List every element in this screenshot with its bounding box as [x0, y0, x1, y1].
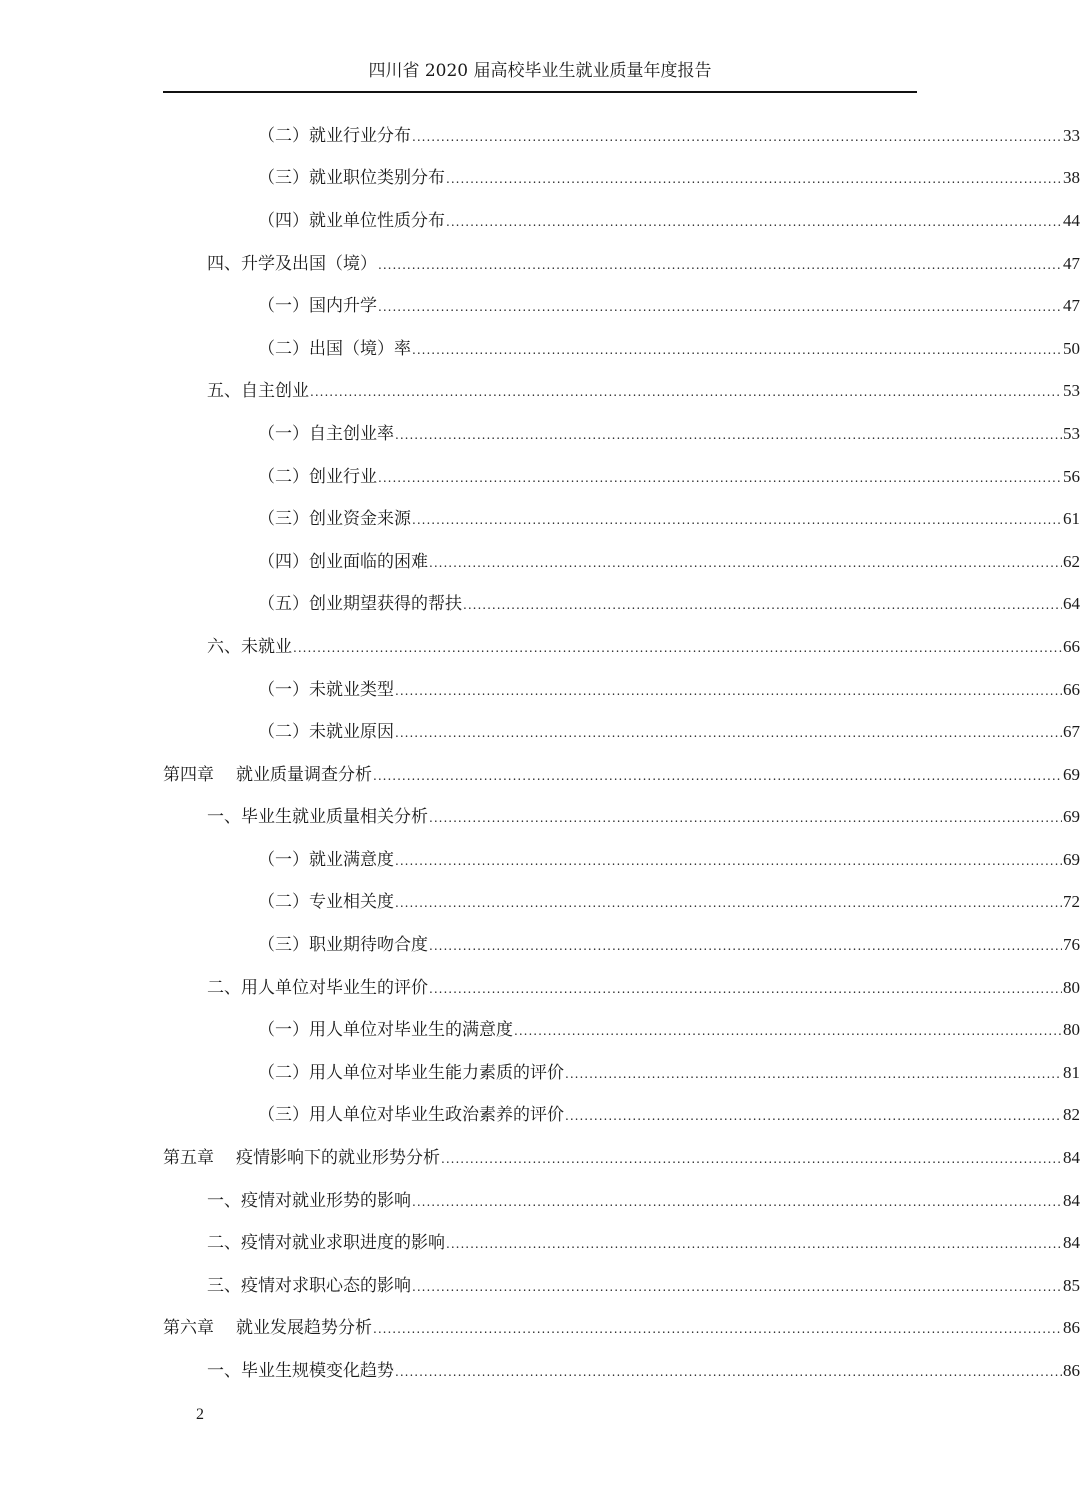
toc-entry-page: 44: [1063, 210, 1080, 230]
toc-entry-title: [207, 632, 292, 657]
toc-dot-leader: [378, 258, 1062, 272]
toc-dot-leader: [395, 726, 1062, 740]
toc-entry[interactable]: [0, 794, 1080, 837]
toc-entry-title: [258, 547, 428, 572]
toc-entry-label: （一）: [258, 296, 309, 317]
toc-entry-label: （四）: [258, 210, 309, 231]
toc-entry-title: [258, 163, 445, 188]
toc-entry-text: 毕业生就业质量相关分析: [241, 807, 428, 828]
toc-entry[interactable]: [0, 1219, 1080, 1262]
toc-entry-page: 81: [1063, 1062, 1080, 1082]
toc-entry-label: （二）: [258, 892, 309, 913]
toc-entry-page: 53: [1063, 423, 1080, 443]
toc-entry[interactable]: [0, 708, 1080, 751]
toc-dot-leader: [412, 130, 1062, 144]
toc-entry-label: （二）: [258, 466, 309, 487]
toc-entry[interactable]: [0, 1305, 1080, 1348]
toc-entry-label: （三）: [258, 168, 309, 189]
toc-entry-page: 56: [1063, 466, 1080, 486]
toc-entry-label: （二）: [258, 722, 309, 743]
toc-entry-title: [163, 1143, 440, 1168]
toc-entry[interactable]: [0, 453, 1080, 496]
toc-entry-page: 38: [1063, 168, 1080, 188]
toc-entry[interactable]: [0, 1262, 1080, 1305]
toc-entry-title: [258, 1015, 513, 1040]
toc-entry-page: 86: [1063, 1361, 1080, 1381]
toc-dot-leader: [441, 1152, 1062, 1166]
toc-dot-leader: [412, 343, 1062, 357]
toc-entry-page: 82: [1063, 1105, 1080, 1125]
toc-entry-page: 62: [1063, 551, 1080, 571]
toc-entry-title: [258, 930, 428, 955]
toc-entry[interactable]: [0, 879, 1080, 922]
toc-entry-text: 未就业原因: [309, 722, 394, 743]
toc-entry-text: 创业面临的困难: [309, 551, 428, 572]
header-rule: [163, 91, 917, 93]
toc-entry-title: [207, 1356, 394, 1381]
toc-entry-text: 自主创业: [241, 381, 309, 402]
toc-entry[interactable]: [0, 623, 1080, 666]
toc-entry-title: [258, 419, 394, 444]
toc-entry-title: [258, 887, 394, 912]
toc-entry[interactable]: [0, 112, 1080, 155]
toc-entry[interactable]: [0, 1092, 1080, 1135]
toc-entry-label: 六、: [207, 636, 241, 657]
toc-entry-title: [258, 334, 411, 359]
toc-entry-page: 84: [1063, 1190, 1080, 1210]
toc-entry-page: 72: [1063, 892, 1080, 912]
toc-entry-text: 疫情对求职心态的影响: [241, 1275, 411, 1296]
toc-entry[interactable]: [0, 538, 1080, 581]
toc-entry-text: 用人单位对毕业生能力素质的评价: [309, 1062, 564, 1083]
toc-dot-leader: [378, 471, 1062, 485]
toc-entry[interactable]: [0, 368, 1080, 411]
toc-entry[interactable]: [0, 1049, 1080, 1092]
toc-entry-text: 就业满意度: [309, 849, 394, 870]
toc-entry-label: 第四章: [163, 764, 214, 785]
toc-entry-text: 就业行业分布: [309, 125, 411, 146]
toc-entry-label: 第六章: [163, 1318, 214, 1339]
running-header: 四川省 2020 届高校毕业生就业质量年度报告: [368, 61, 712, 81]
toc-entry-text: 就业质量调查分析: [236, 764, 372, 785]
toc-entry-text: 用人单位对毕业生的评价: [241, 977, 428, 998]
toc-dot-leader: [429, 939, 1062, 953]
toc-dot-leader: [412, 1280, 1062, 1294]
toc-entry-page: 86: [1063, 1318, 1080, 1338]
toc-entry[interactable]: [0, 325, 1080, 368]
toc-entry[interactable]: [0, 410, 1080, 453]
toc-dot-leader: [514, 1024, 1062, 1038]
toc-entry-page: 64: [1063, 594, 1080, 614]
toc-entry[interactable]: [0, 495, 1080, 538]
toc-entry-page: 33: [1063, 125, 1080, 145]
toc-entry-text: 未就业: [241, 636, 292, 657]
toc-dot-leader: [565, 1109, 1062, 1123]
toc-entry-text: 国内升学: [309, 296, 377, 317]
toc-entry-label: 第五章: [163, 1148, 214, 1169]
toc-entry-page: 53: [1063, 381, 1080, 401]
toc-dot-leader: [395, 896, 1062, 910]
toc-entry[interactable]: [0, 1134, 1080, 1177]
toc-entry-title: [163, 1313, 372, 1338]
toc-dot-leader: [429, 982, 1062, 996]
toc-entry-text: 疫情对就业求职进度的影响: [241, 1233, 445, 1254]
toc-entry-text: 就业单位性质分布: [309, 210, 445, 231]
page-number: 2: [196, 1406, 204, 1423]
toc-dot-leader: [293, 641, 1062, 655]
toc-entry-label: 二、: [207, 1233, 241, 1254]
toc-entry-text: 创业资金来源: [309, 509, 411, 530]
toc-entry-page: 69: [1063, 807, 1080, 827]
toc-entry-title: [207, 973, 428, 998]
toc-entry[interactable]: [0, 964, 1080, 1007]
toc-entry-title: [258, 504, 411, 529]
toc-entry[interactable]: [0, 197, 1080, 240]
toc-entry-label: （三）: [258, 509, 309, 530]
toc-entry-page: 69: [1063, 849, 1080, 869]
toc-dot-leader: [446, 1237, 1062, 1251]
toc-entry-label: （三）: [258, 935, 309, 956]
toc-entry[interactable]: [0, 240, 1080, 283]
toc-entry-text: 疫情对就业形势的影响: [241, 1190, 411, 1211]
toc-entry-label: （五）: [258, 594, 309, 615]
toc-entry-label: （二）: [258, 125, 309, 146]
toc-entry-page: 76: [1063, 935, 1080, 955]
toc-entry-text: 创业期望获得的帮扶: [309, 594, 462, 615]
toc-entry-text: 毕业生规模变化趋势: [241, 1361, 394, 1382]
toc-entry-text: 未就业类型: [309, 679, 394, 700]
toc-entry-title: [258, 845, 394, 870]
toc-dot-leader: [446, 172, 1062, 186]
toc-entry-label: 一、: [207, 807, 241, 828]
toc-entry-title: [258, 291, 377, 316]
toc-entry-title: [258, 589, 462, 614]
toc-entry-page: 47: [1063, 296, 1080, 316]
toc-entry-label: （三）: [258, 1105, 309, 1126]
toc-entry[interactable]: [0, 581, 1080, 624]
toc-entry-page: 50: [1063, 338, 1080, 358]
toc-entry-page: 69: [1063, 764, 1080, 784]
toc-dot-leader: [310, 385, 1062, 399]
toc-entry-title: [163, 760, 372, 785]
toc-entry-page: 61: [1063, 509, 1080, 529]
toc-entry-text: 创业行业: [309, 466, 377, 487]
toc-entry-label: （一）: [258, 1020, 309, 1041]
toc-entry-title: [258, 1100, 564, 1125]
toc-entry-page: 84: [1063, 1233, 1080, 1253]
toc-entry-title: [207, 376, 309, 401]
toc-dot-leader: [446, 215, 1062, 229]
toc-dot-leader: [429, 556, 1062, 570]
toc-entry-title: [258, 675, 394, 700]
toc-entry[interactable]: [0, 836, 1080, 879]
toc-entry-label: （一）: [258, 423, 309, 444]
toc-entry-text: 升学及出国（境）: [241, 253, 377, 274]
toc-entry-title: [207, 1186, 411, 1211]
toc-entry-title: [207, 1228, 445, 1253]
toc-entry-label: 一、: [207, 1361, 241, 1382]
toc-dot-leader: [395, 428, 1062, 442]
toc-dot-leader: [378, 300, 1062, 314]
toc-dot-leader: [373, 1322, 1062, 1336]
toc-dot-leader: [373, 769, 1062, 783]
toc-entry-page: 84: [1063, 1148, 1080, 1168]
toc-entry-text: 专业相关度: [309, 892, 394, 913]
toc-entry-label: （一）: [258, 849, 309, 870]
toc-entry-text: 用人单位对毕业生政治素养的评价: [309, 1105, 564, 1126]
toc-entry-text: 就业发展趋势分析: [236, 1318, 372, 1339]
toc-entry-label: 三、: [207, 1275, 241, 1296]
toc-entry-text: 疫情影响下的就业形势分析: [236, 1148, 440, 1169]
toc-dot-leader: [565, 1067, 1062, 1081]
toc-entry-label: （四）: [258, 551, 309, 572]
toc-dot-leader: [463, 598, 1062, 612]
toc-entry[interactable]: [0, 155, 1080, 198]
toc-dot-leader: [395, 684, 1062, 698]
toc-entry[interactable]: [0, 751, 1080, 794]
toc-dot-leader: [429, 811, 1062, 825]
toc-entry-label: 二、: [207, 977, 241, 998]
toc-entry-label: （一）: [258, 679, 309, 700]
toc-entry-label: 四、: [207, 253, 241, 274]
toc-entry-page: 47: [1063, 253, 1080, 273]
toc-dot-leader: [412, 1195, 1062, 1209]
toc-entry-page: 80: [1063, 977, 1080, 997]
toc-entry-text: 自主创业率: [309, 423, 394, 444]
toc-entry-title: [258, 1058, 564, 1083]
toc-entry-page: 85: [1063, 1275, 1080, 1295]
toc-entry-page: 67: [1063, 722, 1080, 742]
toc-entry-label: （二）: [258, 338, 309, 359]
toc-entry-page: 66: [1063, 679, 1080, 699]
toc-entry[interactable]: [0, 1347, 1080, 1390]
toc-entry-title: [258, 462, 377, 487]
toc-entry[interactable]: [0, 921, 1080, 964]
toc-entry-page: 80: [1063, 1020, 1080, 1040]
toc-entry[interactable]: [0, 666, 1080, 709]
toc-entry[interactable]: [0, 282, 1080, 325]
toc-entry[interactable]: [0, 1006, 1080, 1049]
toc-dot-leader: [395, 854, 1062, 868]
toc-entry-label: 五、: [207, 381, 241, 402]
toc-entry-text: 用人单位对毕业生的满意度: [309, 1020, 513, 1041]
table-of-contents: [0, 112, 1080, 1390]
toc-entry-text: 职业期待吻合度: [309, 935, 428, 956]
toc-entry-title: [258, 121, 411, 146]
toc-entry-text: 出国（境）率: [309, 338, 411, 359]
toc-entry-title: [207, 249, 377, 274]
toc-entry-label: 一、: [207, 1190, 241, 1211]
toc-entry-title: [258, 717, 394, 742]
toc-entry-page: 66: [1063, 636, 1080, 656]
toc-dot-leader: [412, 513, 1062, 527]
toc-entry-label: （二）: [258, 1062, 309, 1083]
toc-entry-title: [258, 206, 445, 231]
toc-entry-title: [207, 802, 428, 827]
toc-entry-title: [207, 1271, 411, 1296]
toc-entry[interactable]: [0, 1177, 1080, 1220]
toc-entry-text: 就业职位类别分布: [309, 168, 445, 189]
toc-dot-leader: [395, 1365, 1062, 1379]
